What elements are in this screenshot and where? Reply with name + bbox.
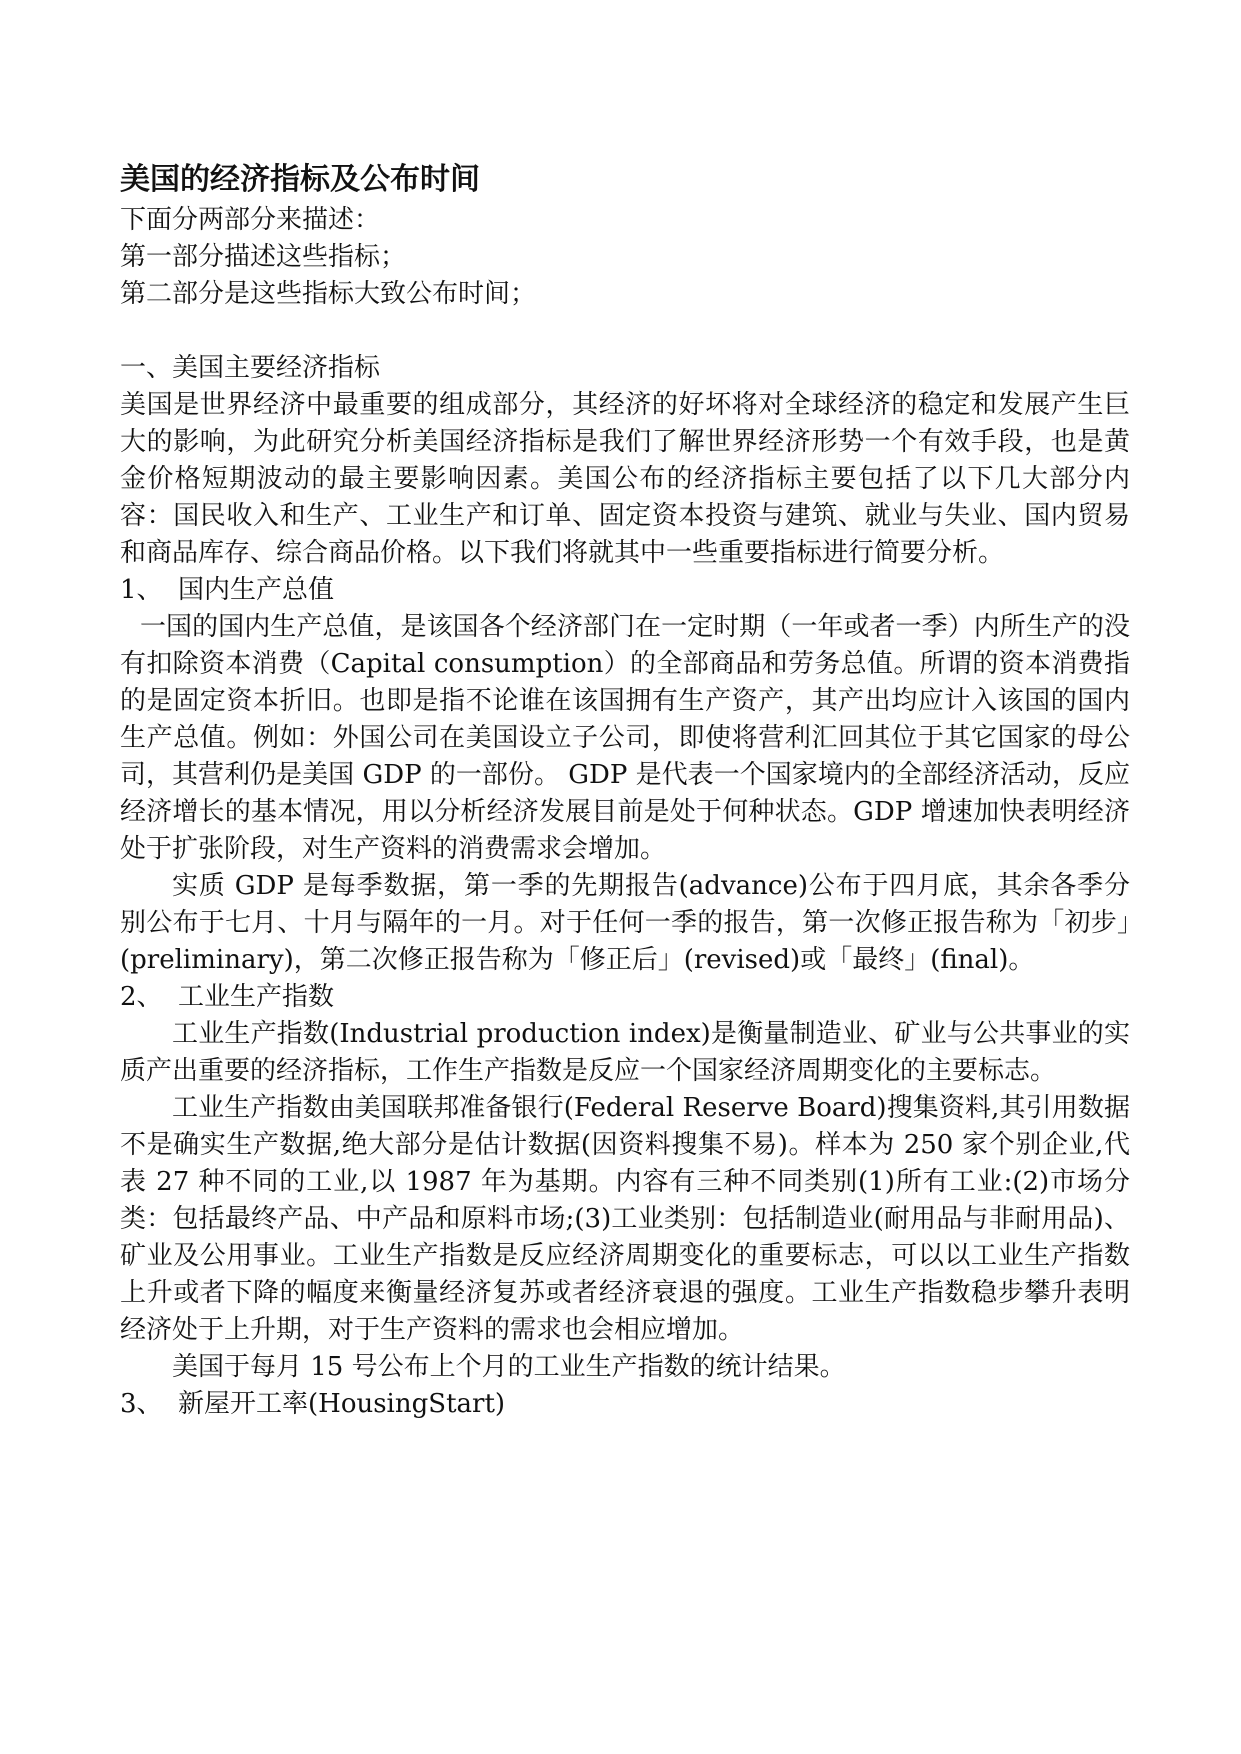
blank-line — [120, 313, 1130, 350]
section-heading: 一、美国主要经济指标 — [120, 353, 381, 383]
item-heading-housing-start — [120, 1386, 1130, 1423]
item-name: 工业生产指数 — [178, 982, 335, 1012]
item-number: 3、 — [120, 1389, 163, 1419]
intro-line: 第一部分描述这些指标； — [120, 242, 407, 272]
section-overview-paragraph: 美国是世界经济中最重要的组成部分，其经济的好坏将对全球经济的稳定和发展产生巨大的影响，为此研究分析美国经济指标是我们了解世界经济形势一个有效手段，也是黄金价格短期波动的最主要影响因素。美国公布的经济指标主要包括了以下几大部分内容：国民收入和生产、工业生产和订单、固定资本投资与建筑、就业与失业、国内贸易和商品库存、综合商品价格。以下我们将就其中一些重要指标进行简要分析。 — [120, 390, 1130, 568]
gdp-paragraph: 一国的国内生产总值，是该国各个经济部门在一定时期（一年或者一季）内所生产的没有扣除资本消费（Capital consumption）的全部商品和劳务总值。所谓的资本消费指的是固定资本折旧。也即是指不论谁在该国拥有生产资产，其产出均应计入该国的国内生产总值。例如：外国公司在美国设立子公司，即使将营利汇回其位于其它国家的母公司，其营利仍是美国 GDP 的一部份。 GDP 是代表一个国家境内的全部经济活动，反应经济增长的基本情况，用以分析经济发展目前是处于何种状态。GDP 增速加快表明经济处于扩张阶段，对生产资料的消费需求会增加。 — [120, 612, 1130, 864]
industrial-production-paragraph: 工业生产指数(Industrial production index)是衡量制造业、矿业与公共事业的实质产出重要的经济指标，工作生产指数是反应一个国家经济周期变化的主要标志。 — [120, 1019, 1130, 1086]
industrial-production-paragraph: 工业生产指数由美国联邦准备银行(Federal Reserve Board)搜集资料,其引用数据不是确实生产数据,绝大部分是估计数据(因资料搜集不易)。样本为 250 家个别企业,代表 27 种不同的工业,以 1987 年为基期。内容有三种不同类别(1)所有工业:(2)市场分类：包括最终产品、中产品和原料市场;(3)工业类别：包括制造业(耐用品与非耐用品)、矿业及公用事业。工业生产指数是反应经济周期变化的重要标志，可以以工业生产指数上升或者下降的幅度来衡量经济复苏或者经济衰退的强度。工业生产指数稳步攀升表明经济处于上升期，对于生产资料的需求也会相应增加。 — [120, 1093, 1130, 1345]
intro-line: 第二部分是这些指标大致公布时间； — [120, 279, 537, 309]
gdp-paragraph: 实质 GDP 是每季数据，第一季的先期报告(advance)公布于四月底，其余各季分别公布于七月、十月与隔年的一月。对于任何一季的报告，第一次修正报告称为「初步」(preliminary)，第二次修正报告称为「修正后」(revised)或「最终」(final)。 — [120, 871, 1130, 975]
item-name: 国内生产总值 — [178, 575, 335, 605]
item-number: 1、 — [120, 575, 163, 605]
document-title: 美国的经济指标及公布时间 — [120, 162, 480, 197]
item-name: 新屋开工率(HousingStart) — [178, 1389, 506, 1419]
item-number: 2、 — [120, 982, 163, 1012]
item-heading-gdp — [120, 572, 1130, 609]
industrial-production-paragraph: 美国于每月 15 号公布上个月的工业生产指数的统计结果。 — [172, 1352, 846, 1382]
item-heading-industrial-production — [120, 979, 1130, 1016]
intro-line: 下面分两部分来描述： — [120, 205, 381, 235]
document-page — [120, 160, 1130, 1423]
